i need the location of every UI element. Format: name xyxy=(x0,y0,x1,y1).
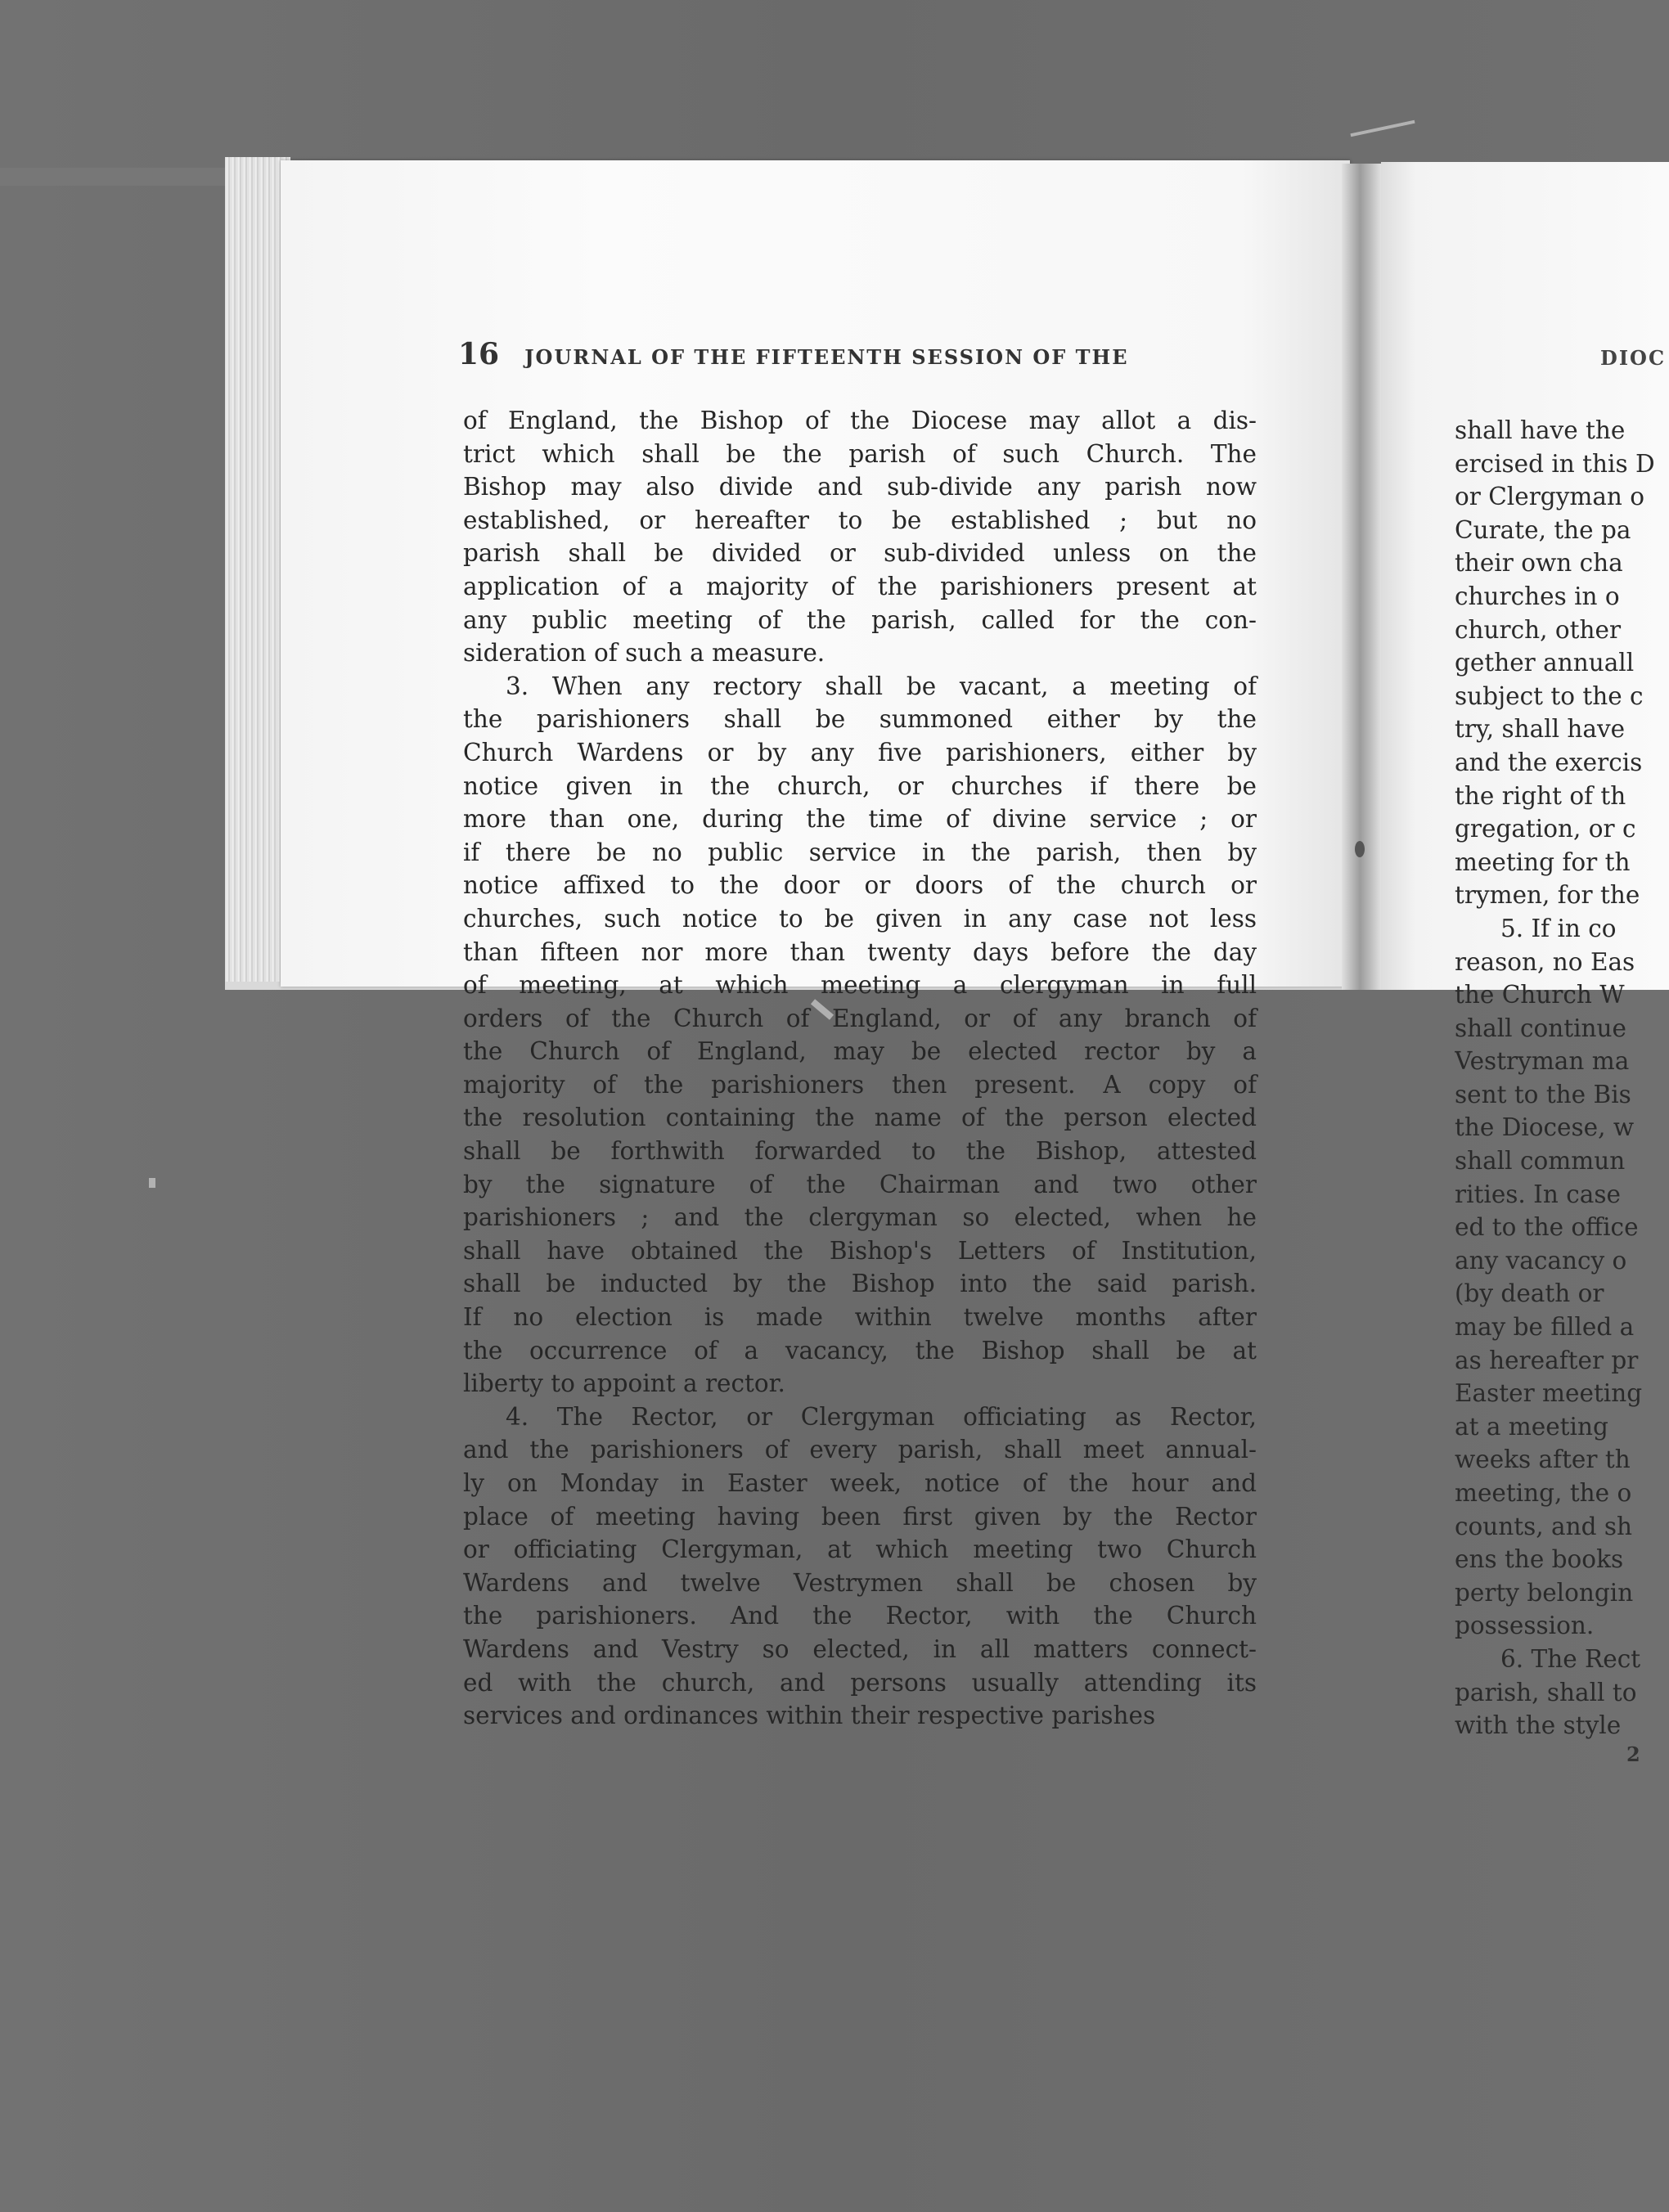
text-line: services and ordinances within their respective parishes xyxy=(463,1702,1156,1730)
text-line: if there be no public service in the parish, then by xyxy=(463,838,1257,866)
signature-mark: 2 xyxy=(1626,1742,1640,1766)
text-line: shall commun xyxy=(1455,1147,1626,1176)
text-line: gether annuall xyxy=(1455,649,1635,677)
text-line: sideration of such a measure. xyxy=(463,639,826,668)
text-line: ly on Monday in Easter week, notice of the hour and xyxy=(463,1469,1257,1497)
text-line: majority of the parishioners then present. A copy of xyxy=(463,1070,1257,1099)
text-line: 5. If in co xyxy=(1500,914,1617,942)
text-line: with the style xyxy=(1455,1711,1622,1740)
text-line: 4. The Rector, or Clergyman officiating as Rector, xyxy=(506,1402,1257,1431)
right-page-header: DIOC xyxy=(1600,346,1667,370)
running-head: JOURNAL OF THE FIFTEENTH SESSION OF THE xyxy=(524,345,1129,369)
background-scratch xyxy=(149,1178,155,1188)
text-line: rities. In case xyxy=(1455,1180,1621,1208)
text-line: the Church of England, may be elected rector by a xyxy=(463,1037,1257,1066)
text-line: and the exercis xyxy=(1455,748,1643,776)
text-line: than fifteen nor more than twenty days before the day xyxy=(463,937,1257,966)
text-line: Curate, the pa xyxy=(1455,515,1631,544)
gutter-mark xyxy=(1355,841,1365,857)
text-line: more than one, during the time of divine service ; or xyxy=(463,805,1257,834)
text-line: 3. When any rectory shall be vacant, a meeting of xyxy=(506,672,1257,700)
text-line: ercised in this D xyxy=(1455,449,1655,478)
text-line: churches, such notice to be given in any case not less xyxy=(463,904,1257,933)
text-line: the occurrence of a vacancy, the Bishop shall be at xyxy=(463,1336,1257,1365)
text-line: any vacancy o xyxy=(1455,1246,1627,1275)
text-line: place of meeting having been first given by the Rector xyxy=(463,1502,1257,1531)
text-line: gregation, or c xyxy=(1455,815,1636,843)
text-line: may be filled a xyxy=(1455,1313,1635,1342)
text-line: church, other xyxy=(1455,615,1622,644)
text-line: of meeting, at which meeting a clergyman in full xyxy=(463,971,1257,1000)
text-line: If no election is made within twelve months after xyxy=(463,1303,1257,1332)
text-line: shall have the xyxy=(1455,416,1626,444)
text-line: orders of the Church of England, or of any branch of xyxy=(463,1004,1257,1032)
text-line: Wardens and Vestry so elected, in all matters connect- xyxy=(463,1634,1257,1663)
book-gutter xyxy=(1342,164,1383,990)
text-line: established, or hereafter to be established ; but no xyxy=(463,506,1257,534)
text-line: the right of th xyxy=(1455,781,1626,810)
left-page-header xyxy=(458,337,1194,371)
text-line: Vestryman ma xyxy=(1455,1047,1630,1076)
text-line: the parishioners. And the Rector, with the Church xyxy=(463,1602,1257,1630)
text-line: at a meeting xyxy=(1455,1412,1608,1441)
text-line: notice given in the church, or churches if there be xyxy=(463,771,1257,800)
text-line: Easter meeting xyxy=(1455,1379,1643,1408)
text-line: the Church W xyxy=(1455,981,1625,1009)
right-page-body xyxy=(1455,414,1669,1742)
text-line: shall be forthwith forwarded to the Bishop, attested xyxy=(463,1137,1257,1166)
background-scratch xyxy=(1350,120,1415,137)
page-number: 16 xyxy=(458,337,500,371)
text-line: meeting for th xyxy=(1455,847,1631,876)
text-line: and the parishioners of every parish, shall meet annual- xyxy=(463,1436,1257,1464)
text-line: application of a majority of the parishioners present at xyxy=(463,572,1257,600)
text-line: perty belongin xyxy=(1455,1578,1634,1607)
text-line: ed to the office xyxy=(1455,1213,1639,1242)
left-page-body xyxy=(463,404,1257,1733)
text-line: possession. xyxy=(1455,1612,1595,1640)
text-line: 6. The Rect xyxy=(1500,1644,1641,1673)
text-line: Bishop may also divide and sub-divide any parish now xyxy=(463,473,1257,501)
text-line: or Clergyman o xyxy=(1455,483,1645,511)
text-line: (by death or xyxy=(1455,1279,1604,1308)
text-line: as hereafter pr xyxy=(1455,1346,1639,1374)
text-line: meeting, the o xyxy=(1455,1479,1632,1507)
text-line: by the signature of the Chairman and two other xyxy=(463,1170,1257,1198)
text-line: ens the books xyxy=(1455,1545,1624,1574)
text-line: parish, shall to xyxy=(1455,1678,1637,1706)
text-line: liberty to appoint a rector. xyxy=(463,1369,785,1398)
text-line: shall continue xyxy=(1455,1014,1627,1042)
text-line: shall have obtained the Bishop's Letters of Institution, xyxy=(463,1236,1257,1265)
text-line: shall be inducted by the Bishop into the said parish. xyxy=(463,1270,1257,1298)
text-line: the Diocese, w xyxy=(1455,1113,1635,1142)
text-line: Church Wardens or by any five parishioners, either by xyxy=(463,738,1257,767)
text-line: weeks after th xyxy=(1455,1445,1631,1474)
text-line: notice affixed to the door or doors of the church or xyxy=(463,871,1257,900)
text-line: or officiating Clergyman, at which meeting two Church xyxy=(463,1535,1257,1564)
text-line: counts, and sh xyxy=(1455,1512,1633,1540)
text-line: try, shall have xyxy=(1455,715,1626,744)
text-line: parishioners ; and the clergyman so elected, when he xyxy=(463,1203,1257,1232)
text-line: of England, the Bishop of the Diocese may allot a dis- xyxy=(463,407,1257,434)
text-line: trict which shall be the parish of such Church. The xyxy=(463,439,1257,468)
text-line: trymen, for the xyxy=(1455,881,1640,910)
text-line: sent to the Bis xyxy=(1455,1080,1631,1108)
text-line: the resolution containing the name of the person elected xyxy=(463,1104,1257,1132)
text-line: the parishioners shall be summoned either by the xyxy=(463,705,1257,734)
text-line: subject to the c xyxy=(1455,681,1644,710)
text-line: Wardens and twelve Vestrymen shall be chosen by xyxy=(463,1568,1257,1597)
text-line: parish shall be divided or sub-divided unless on the xyxy=(463,539,1257,568)
text-line: any public meeting of the parish, called for the con- xyxy=(463,605,1257,634)
text-line: reason, no Eas xyxy=(1455,947,1635,976)
text-line: their own cha xyxy=(1455,549,1623,578)
text-line: churches in o xyxy=(1455,582,1620,610)
text-line: ed with the church, and persons usually attending its xyxy=(463,1668,1257,1697)
